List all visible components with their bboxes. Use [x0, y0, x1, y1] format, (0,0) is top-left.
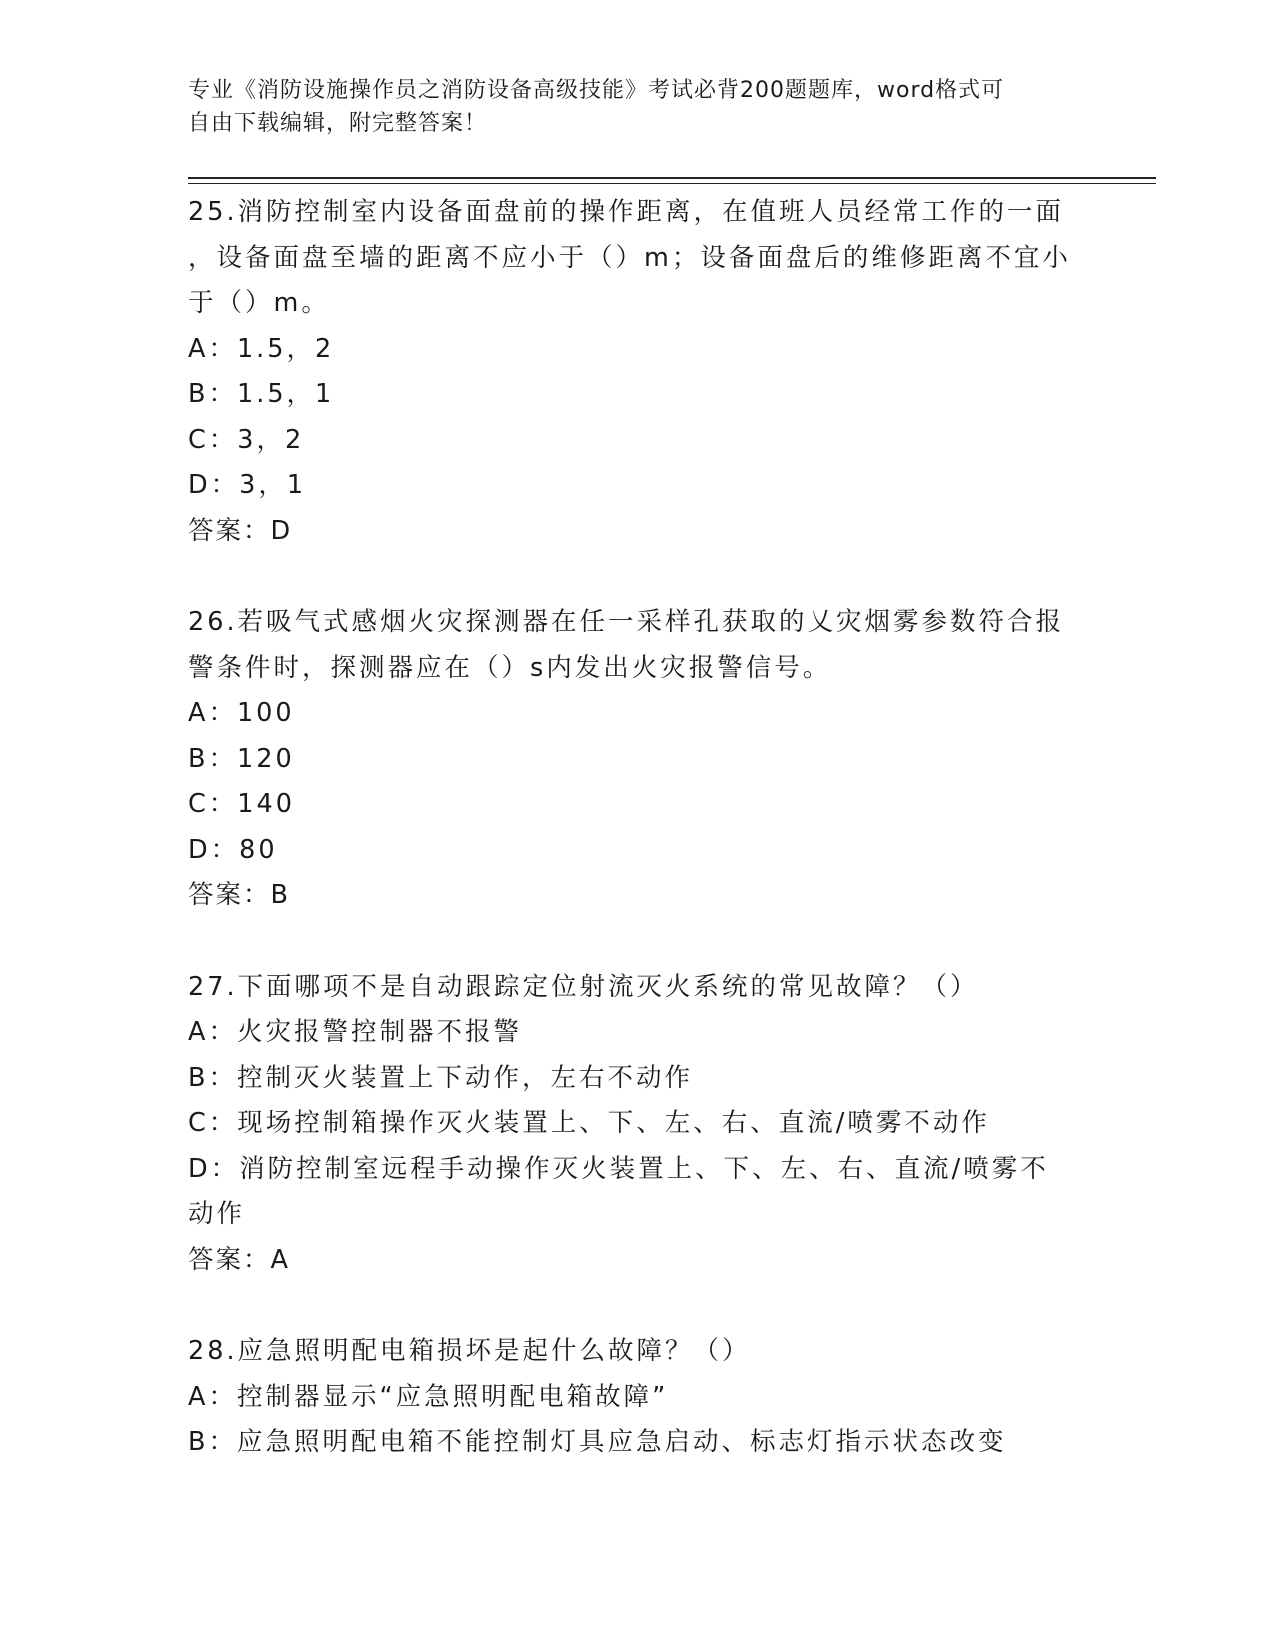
- document-header: [188, 74, 1088, 140]
- option-c: C：现场控制箱操作灭火装置上、下、左、右、直流/喷雾不动作: [188, 1108, 990, 1138]
- question-stem-line: 警条件时，探测器应在（）s内发出火灾报警信号。: [188, 652, 832, 683]
- option-a: A：100: [188, 698, 295, 728]
- answer-line: 答案：B: [188, 880, 290, 910]
- option-c: C：140: [188, 789, 295, 819]
- option-d-continued: 动作: [188, 1199, 246, 1229]
- question-stem-line: 于（）m。: [188, 288, 330, 318]
- option-b: B：120: [188, 743, 295, 774]
- question-stem-line: 25.消防控制室内设备面盘前的操作距离，在值班人员经常工作的一面: [188, 197, 1065, 227]
- option-b: B：1.5，1: [188, 379, 335, 409]
- option-a: A：控制器显示“应急照明配电箱故障”: [188, 1381, 669, 1412]
- option-d: D：消防控制室远程手动操作灭火装置上、下、左、右、直流/喷雾不: [188, 1153, 1049, 1184]
- header-divider-thick: [188, 177, 1156, 179]
- header-line-1: 专业《消防设施操作员之消防设备高级技能》考试必背200题题库，word格式可: [188, 78, 1005, 103]
- answer-line: 答案：D: [188, 515, 293, 546]
- question-28: [188, 1329, 1088, 1466]
- question-25: [188, 190, 1088, 554]
- question-stem-line: 27.下面哪项不是自动跟踪定位射流灭火系统的常见故障？（）: [188, 971, 979, 1002]
- option-b: B：控制灭火装置上下动作，左右不动作: [188, 1062, 693, 1093]
- question-stem-line: 26.若吸气式感烟火灾探测器在任一采样孔获取的乂灾烟雾参数符合报: [188, 607, 1065, 637]
- option-a: A：火灾报警控制器不报警: [188, 1017, 522, 1047]
- option-b: B：应急照明配电箱不能控制灯具应急启动、标志灯指示状态改变: [188, 1427, 1007, 1457]
- question-27: [188, 965, 1088, 1284]
- header-line-2: 自由下载编辑，附完整答案！: [188, 111, 488, 136]
- question-stem-line: 28.应急照明配电箱损坏是起什么故障？（）: [188, 1336, 751, 1366]
- question-26: [188, 600, 1088, 919]
- option-d: D：3，1: [188, 470, 307, 500]
- option-a: A：1.5，2: [188, 333, 335, 364]
- option-c: C：3，2: [188, 424, 305, 455]
- answer-line: 答案：A: [188, 1244, 290, 1275]
- option-d: D：80: [188, 834, 278, 865]
- question-list: [188, 190, 1088, 1512]
- header-divider-thin: [188, 183, 1156, 184]
- question-stem-line: ，设备面盘至墙的距离不应小于（）m；设备面盘后的维修距离不宜小: [188, 242, 1071, 273]
